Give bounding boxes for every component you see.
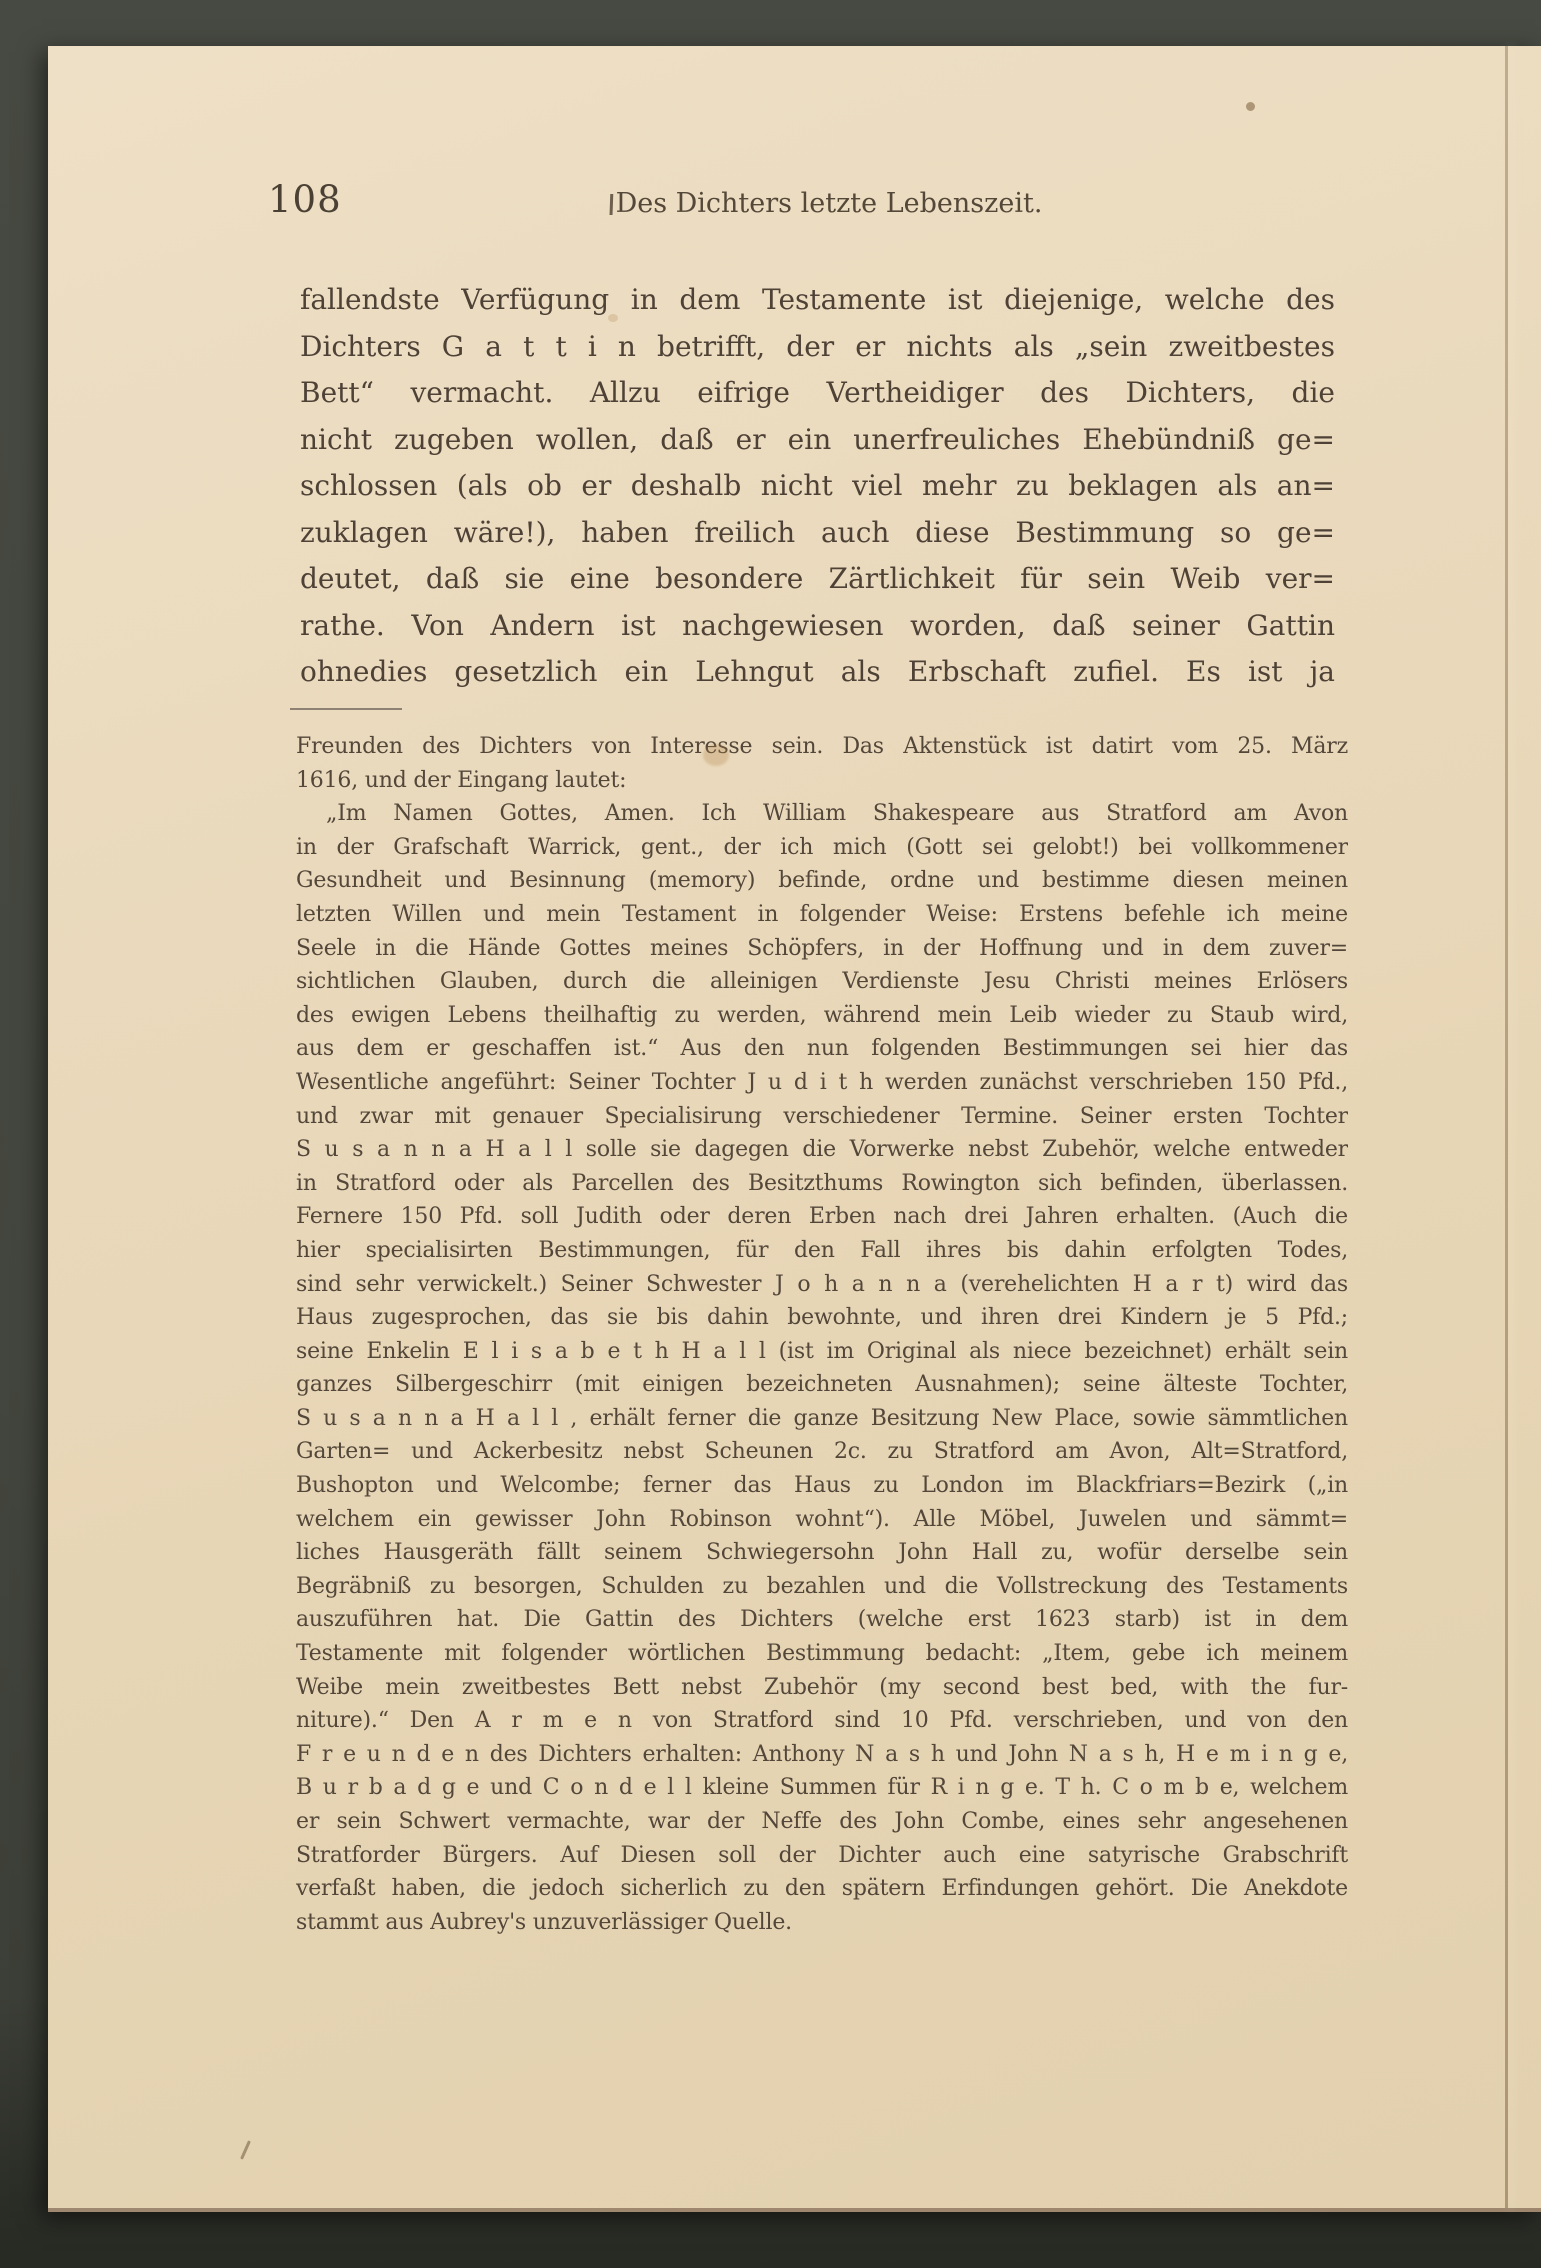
book-page [48,46,1541,2212]
text-line: nicht zugeben wollen, daß er ein unerfreuliches Ehebündniß ge= [300,422,1335,456]
text-line: rathe. Von Andern ist nachgewiesen worden, daß seiner Gattin [300,608,1335,642]
footnote-line: letzten Willen und mein Testament in folgender Weise: Erstens befehle ich meine [296,901,1348,927]
footnote-line: 1616, und der Eingang lautet: [296,767,627,793]
running-head-text: Des Dichters letzte Lebenszeit. [615,188,1043,219]
footnote-line: in der Grafschaft Warrick, gent., der ich mich (Gott sei gelobt!) bei vollkommener [296,834,1348,860]
footnote-line: niture).“ Den A r m e n von Stratford sind 10 Pfd. verschrieben, und von den [296,1708,1348,1734]
footnote-line: liches Hausgeräth fällt seinem Schwiegersohn John Hall zu, wofür derselbe sein [296,1540,1348,1566]
footnote [296,730,1348,1939]
footnote-line: verfaßt haben, die jedoch sicherlich zu den spätern Erfindungen gehört. Die Anekdote [296,1876,1348,1902]
text-line: ohnedies gesetzlich ein Lehngut als Erbschaft zufiel. Es ist ja [300,655,1335,688]
footnote-line: seine Enkelin E l i s a b e t h H a l l (ist im Original als niece bezeichnet) erhält sein [296,1338,1348,1364]
main-paragraph [300,277,1335,696]
footnote-line: Freunden des Dichters von Interesse sein. Das Aktenstück ist datirt vom 25. März [296,734,1348,759]
footnote-line: er sein Schwert vermachte, war der Neffe des John Combe, eines sehr angesehenen [296,1809,1348,1834]
footnote-line: des ewigen Lebens theilhaftig zu werden, während mein Leib wieder zu Staub wird, [296,1002,1348,1028]
footnote-line: S u s a n n a H a l l solle sie dagegen die Vorwerke nebst Zubehör, welche entweder [296,1137,1348,1163]
text-line: fallendste Verfügung in dem Testamente ist diejenige, welche des [300,283,1335,316]
footnote-line: Testamente mit folgender wörtlichen Bestimmung bedacht: „Item, gebe ich meinem [296,1641,1348,1667]
footnote-line: ganzes Silbergeschirr (mit einigen bezeichneten Ausnahmen); seine älteste Tochter, [296,1372,1348,1398]
footnote-line: hier specialisirten Bestimmungen, für den Fall ihres bis dahin erfolgten Todes, [296,1237,1348,1263]
running-head [566,188,1086,219]
footnote-line: aus dem er geschaffen ist.“ Aus den nun folgenden Bestimmungen sei hier das [296,1036,1348,1062]
paper-stain [240,2140,251,2159]
footnote-line: „Im Namen Gottes, Amen. Ich William Shakespeare aus Stratford am Avon [326,801,1348,827]
footnote-line: Begräbniß zu besorgen, Schulden zu bezahlen und die Vollstreckung des Testaments [296,1573,1348,1599]
footnote-line: B u r b a d g e und C o n d e l l kleine Summen für R i n g e. T h. C o m b e, welchem [296,1775,1348,1801]
footnote-line: Wesentliche angeführt: Seiner Tochter J u d i t h werden zunächst verschrieben 150 Pfd., [296,1069,1348,1095]
paper-stain [1246,102,1255,111]
text-line: zuklagen wäre!), haben freilich auch diese Bestimmung so ge= [300,515,1335,549]
footnote-line: und zwar mit genauer Specialisirung verschiedener Termine. Seiner ersten Tochter [296,1103,1348,1129]
text-line: Dichters G a t t i n betrifft, der er nichts als „sein zweitbestes [300,329,1335,363]
text-line: Bett“ vermacht. Allzu eifrige Vertheidiger des Dichters, die [300,376,1335,409]
footnote-line: in Stratford oder als Parcellen des Besitzthums Rowington sich befinden, überlassen. [296,1170,1348,1196]
footnote-line: Haus zugesprochen, das sie bis dahin bewohnte, und ihren drei Kindern je 5 Pfd.; [296,1305,1348,1331]
page-number: 108 [268,178,342,221]
text-line: schlossen (als ob er deshalb nicht viel mehr zu beklagen als an= [300,469,1335,502]
footnote-line: auszuführen hat. Die Gattin des Dichters (welche erst 1623 starb) ist in dem [296,1607,1348,1633]
footnote-separator [290,708,402,710]
footnote-line: stammt aus Aubrey's unzuverlässiger Quelle. [296,1909,792,1935]
footnote-line: sind sehr verwickelt.) Seiner Schwester J o h a n n a (verehelichten H a r t) wird das [296,1271,1348,1297]
footnote-line: Seele in die Hände Gottes meines Schöpfers, in der Hoffnung und in dem zuver= [296,935,1348,961]
footnote-line: Bushopton und Welcombe; ferner das Haus zu London im Blackfriars=Bezirk („in [296,1473,1348,1499]
footnote-line: Weibe mein zweitbestes Bett nebst Zubehör (my second best bed, with the fur- [296,1674,1348,1700]
page-stack-edges [48,46,82,2208]
footnote-line: S u s a n n a H a l l , erhält ferner die ganze Besitzung New Place, sowie sämmtlichen [296,1405,1348,1431]
footnote-line: Fernere 150 Pfd. soll Judith oder deren Erben nach drei Jahren erhalten. (Auch die [296,1204,1348,1230]
footnote-line: sichtlichen Glauben, durch die alleinigen Verdienste Jesu Christi meines Erlösers [296,969,1348,995]
footnote-line: Stratforder Bürgers. Auf Diesen soll der Dichter auch eine satyrische Grabschrift [296,1842,1348,1868]
ink-mark [609,194,613,215]
footnote-line: Gesundheit und Besinnung (memory) befinde, ordne und bestimme diesen meinen [296,868,1348,894]
footnote-line: Garten= und Ackerbesitz nebst Scheunen 2c. zu Stratford am Avon, Alt=Stratford, [296,1439,1348,1465]
text-line: deutet, daß sie eine besondere Zärtlichkeit für sein Weib ver= [300,562,1335,595]
footnote-line: F r e u n d e n des Dichters erhalten: Anthony N a s h und John N a s h, H e m i n g e, [296,1741,1348,1767]
page-fold-line [1505,46,1508,2208]
footnote-line: welchem ein gewisser John Robinson wohnt“). Alle Möbel, Juwelen und sämmt= [296,1506,1348,1532]
